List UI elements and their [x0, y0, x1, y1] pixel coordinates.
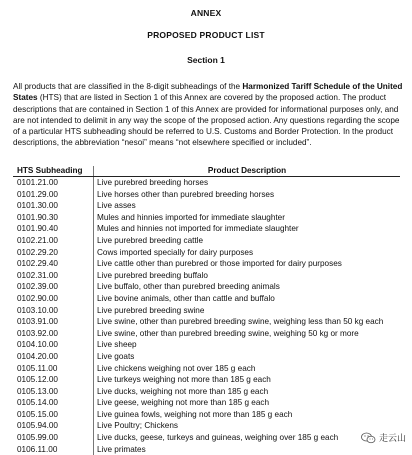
hts-product-table	[13, 166, 400, 455]
hts-code-cell: 0102.31.00	[13, 270, 94, 282]
table-row	[13, 409, 400, 421]
product-description-cell: Live purebred breeding buffalo	[94, 270, 401, 282]
table-row	[13, 247, 400, 259]
table-row	[13, 305, 400, 317]
hts-code-cell: 0105.94.00	[13, 420, 94, 432]
product-description-cell: Live ducks, weighing not more than 185 g each	[94, 386, 401, 398]
hts-code-cell: 0101.29.00	[13, 189, 94, 201]
table-row	[13, 444, 400, 455]
annex-heading: ANNEX	[0, 8, 412, 18]
hts-code-cell: 0105.15.00	[13, 409, 94, 421]
hts-code-cell: 0102.39.00	[13, 281, 94, 293]
product-description-cell: Live guinea fowls, weighing not more than 185 g each	[94, 409, 401, 421]
table-row	[13, 420, 400, 432]
table-row	[13, 374, 400, 386]
hts-code-cell: 0102.90.00	[13, 293, 94, 305]
hts-code-cell: 0101.90.40	[13, 223, 94, 235]
table-body	[13, 177, 400, 455]
table-row	[13, 270, 400, 282]
product-description-cell: Live geese, weighing not more than 185 g each	[94, 397, 401, 409]
intro-text-1: All products that are classified in the 8-digit subheadings of the	[13, 82, 242, 91]
table-row	[13, 351, 400, 363]
product-description-cell: Mules and hinnies imported for immediate slaughter	[94, 212, 401, 224]
table-row	[13, 339, 400, 351]
hts-code-cell: 0104.10.00	[13, 339, 94, 351]
hts-code-cell: 0102.29.40	[13, 258, 94, 270]
hts-code-cell: 0105.14.00	[13, 397, 94, 409]
hts-code-cell: 0105.13.00	[13, 386, 94, 398]
hts-code-cell: 0103.91.00	[13, 316, 94, 328]
hts-code-cell: 0105.11.00	[13, 363, 94, 375]
product-description-cell: Live turkeys weighing not more than 185 g each	[94, 374, 401, 386]
watermark-label: 走云山	[379, 431, 406, 444]
product-description-cell: Mules and hinnies not imported for immediate slaughter	[94, 223, 401, 235]
table-row	[13, 316, 400, 328]
table-row	[13, 328, 400, 340]
product-description-cell: Live purebred breeding horses	[94, 177, 401, 189]
table-row	[13, 200, 400, 212]
hts-code-cell: 0103.10.00	[13, 305, 94, 317]
hts-code-cell: 0101.21.00	[13, 177, 94, 189]
table-row	[13, 177, 400, 189]
intro-paragraph	[13, 81, 405, 149]
product-description-cell: Live asses	[94, 200, 401, 212]
column-header-description: Product Description	[94, 166, 401, 177]
product-description-cell: Live horses other than purebred breeding horses	[94, 189, 401, 201]
intro-text-2: (HTS) that are listed in Section 1 of this Annex are covered by the proposed action. The product descriptions that are contained in Section 1 of this Annex are provided for informational purposes only, and are not intended to delimit in any way the scope of the proposed action. Any questions regarding the scope of a particular HTS subheading should be referred to U.S. Customs and Border Protection. In the product descriptions, the abbreviation “nesoi” means “not elsewhere specified or included”.	[13, 93, 399, 147]
product-description-cell: Live primates	[94, 444, 401, 455]
table-row	[13, 223, 400, 235]
table-row	[13, 189, 400, 201]
watermark	[361, 431, 406, 444]
product-description-cell: Live purebred breeding swine	[94, 305, 401, 317]
product-description-cell: Live swine, other than purebred breeding swine, weighing less than 50 kg each	[94, 316, 401, 328]
product-description-cell: Live ducks, geese, turkeys and guineas, weighing over 185 g each	[94, 432, 401, 444]
table-row	[13, 258, 400, 270]
product-description-cell: Live goats	[94, 351, 401, 363]
product-description-cell: Live purebred breeding cattle	[94, 235, 401, 247]
hts-code-cell: 0103.92.00	[13, 328, 94, 340]
product-description-cell: Cows imported specially for dairy purposes	[94, 247, 401, 259]
intro-bold-hts: Harmonized Tariff Schedule of the United States	[13, 82, 402, 102]
table-row	[13, 235, 400, 247]
hts-code-cell: 0106.11.00	[13, 444, 94, 455]
table-row	[13, 293, 400, 305]
table-row	[13, 386, 400, 398]
hts-code-cell: 0101.90.30	[13, 212, 94, 224]
product-description-cell: Live sheep	[94, 339, 401, 351]
product-description-cell: Live swine, other than purebred breeding swine, weighing 50 kg or more	[94, 328, 401, 340]
hts-code-cell: 0102.21.00	[13, 235, 94, 247]
product-description-cell: Live cattle other than purebred or those imported for dairy purposes	[94, 258, 401, 270]
table-row	[13, 212, 400, 224]
product-description-cell: Live chickens weighing not over 185 g each	[94, 363, 401, 375]
table-row	[13, 363, 400, 375]
product-description-cell: Live Poultry; Chickens	[94, 420, 401, 432]
table-row	[13, 397, 400, 409]
hts-code-cell: 0101.30.00	[13, 200, 94, 212]
hts-code-cell: 0102.29.20	[13, 247, 94, 259]
hts-code-cell: 0105.99.00	[13, 432, 94, 444]
wechat-icon	[361, 432, 376, 444]
product-description-cell: Live buffalo, other than purebred breeding animals	[94, 281, 401, 293]
table-header-row	[13, 166, 400, 177]
hts-code-cell: 0105.12.00	[13, 374, 94, 386]
table-row	[13, 281, 400, 293]
column-header-hts: HTS Subheading	[13, 166, 94, 177]
section-heading: Section 1	[0, 55, 412, 65]
product-description-cell: Live bovine animals, other than cattle and buffalo	[94, 293, 401, 305]
document-title: PROPOSED PRODUCT LIST	[0, 30, 412, 40]
hts-code-cell: 0104.20.00	[13, 351, 94, 363]
table-row	[13, 432, 400, 444]
